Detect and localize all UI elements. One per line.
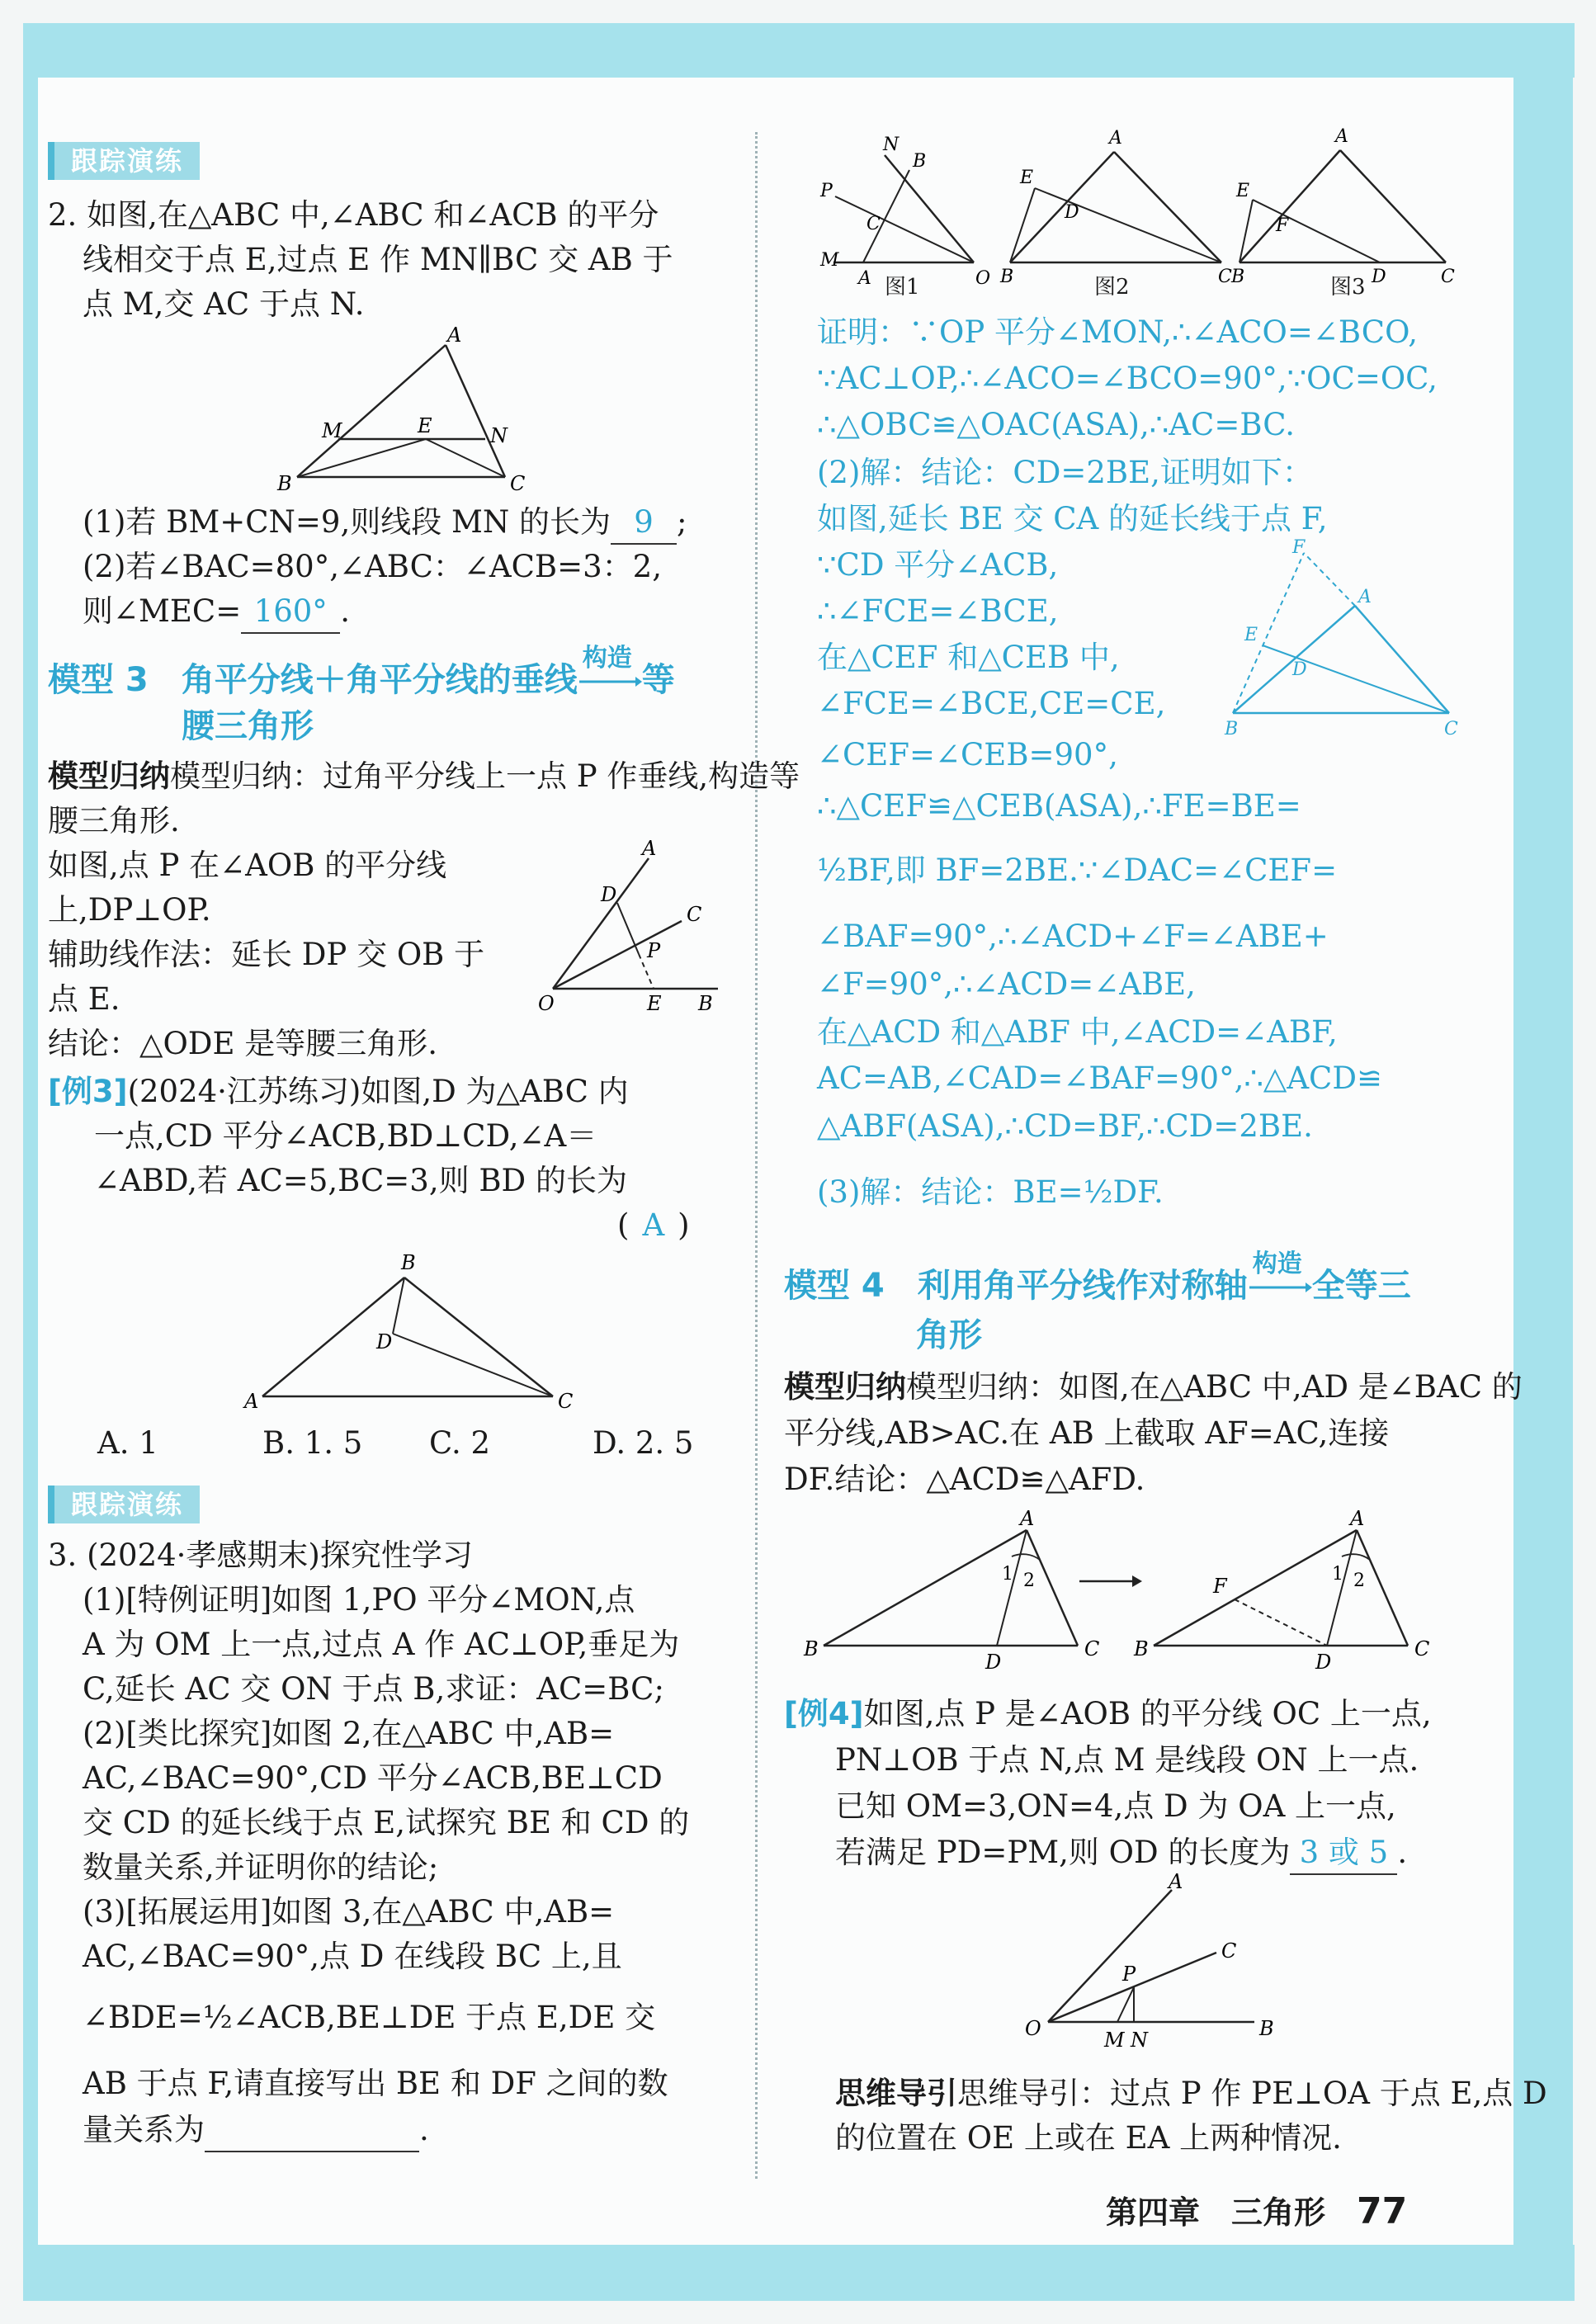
svg-text:A: A [642,837,657,860]
svg-text:N: N [490,424,508,447]
svg-text:C: C [1441,267,1455,287]
q3-figure-3 [1230,124,1461,286]
footer-chapter: 第四章 三角形 [1106,2194,1326,2231]
svg-text:1: 1 [1002,1564,1013,1585]
proof-line-4: (2)解：结论：CD=2BE,证明如下： [817,455,1313,490]
example4-line-2: PN⊥OB 于点 N,点 M 是线段 ON 上一点. [835,1742,1419,1778]
model3-summary-label: 模型归纳 [48,758,170,794]
svg-text:E: E [1236,181,1250,201]
example4-text-4: 若满足 PD=PM,则 OD 的长度为 [835,1835,1291,1870]
svg-text:A: A [447,324,462,347]
proof-line-14: ∠F=90°,∴∠ACD=∠ABE, [817,966,1196,1002]
svg-text:E: E [418,414,432,437]
svg-text:D: D [601,883,617,906]
proof-line-10: ∠CEF=∠CEB=90°, [817,737,1118,772]
svg-text:D: D [1372,267,1386,287]
svg-text:C: C [1444,719,1458,739]
svg-text:D: D [1292,659,1307,680]
svg-text:A: A [1358,587,1372,607]
fig1-caption: 图1 [885,275,920,300]
svg-text:F: F [1276,215,1289,236]
q2-part2b: 则∠MEC= 160° . [83,591,350,634]
model3-heading-line1 [48,644,675,705]
hint-text-1: 思维导引：过点 P 作 PE⊥OA 于点 E,点 D [957,2076,1547,2111]
proof-line-3: ∴△OBC≌△OAC(ASA),∴AC=BC. [817,407,1295,442]
svg-text:C: C [1414,1637,1430,1660]
model4-summary-3: DF.结论：△ACD≌△AFD. [784,1462,1145,1497]
q2-answer-1: 9 [611,502,677,545]
svg-text:B: B [1225,719,1239,739]
q3-line-3: A 为 OM 上一点,过点 A 作 AC⊥OP,垂足为 [83,1627,680,1662]
column-divider [755,132,758,2179]
q2-part2b-text: 则∠MEC= [83,593,242,629]
proof-line-17: △ABF(ASA),∴CD=BF,∴CD=2BE. [817,1108,1313,1144]
q3-line-13-text: 量关系为 [83,2112,205,2147]
model4-heading-line1 [784,1249,1411,1311]
q2-part1-text: (1)若 BM+CN=9,则线段 MN 的长为 [83,504,611,540]
q3-line-7: 交 CD 的延长线于点 E,试探究 BE 和 CD 的 [83,1805,690,1840]
model3-summary-text: 模型归纳：过角平分线上一点 P 作垂线,构造等 [170,758,800,794]
svg-text:2: 2 [1353,1571,1365,1591]
svg-text:D: D [1315,1651,1332,1674]
model3-desc-2: 上,DP⊥OP. [48,892,211,928]
q3-line-1: 3. (2024·孝感期末)探究性学习 [48,1538,473,1573]
proof-line-12: ½BF,即 BF=2BE.∵∠DAC=∠CEF= [817,853,1338,888]
practice-tag-2: 跟踪演练 [48,1486,200,1523]
svg-text:B: B [401,1251,416,1274]
svg-text:N: N [883,135,900,155]
svg-text:A: A [1109,128,1122,149]
example4-line-3: 已知 OM=3,ON=4,点 D 为 OA 上一点, [835,1788,1396,1824]
model4-heading-tail: 全等三 [1311,1267,1411,1305]
model3-desc-4: 点 E. [48,981,120,1017]
svg-text:B: B [1259,2017,1274,2040]
example4-figure [1015,1870,1279,2055]
svg-text:B: B [913,151,927,172]
q3-line-10: AC,∠BAC=90°,点 D 在线段 BC 上,且 [83,1939,622,1974]
svg-text:P: P [820,181,833,201]
example4-text-1: 如图,点 P 是∠AOB 的平分线 OC 上一点, [863,1696,1432,1731]
svg-text:A: A [244,1390,259,1413]
example4-line-4: 若满足 PD=PM,则 OD 的长度为 3 或 5 . [835,1832,1407,1875]
svg-text:O: O [538,992,555,1015]
svg-text:D: D [376,1330,393,1353]
page-frame-bottom [23,2245,1575,2301]
svg-text:D: D [985,1651,1002,1674]
example3-option-d: D. 2. 5 [593,1425,694,1461]
q3-line-6: AC,∠BAC=90°,CD 平分∠ACB,BE⊥CD [83,1760,663,1796]
svg-text:E: E [647,992,662,1015]
page-footer [1106,2187,1407,2232]
example3-line-2: 一点,CD 平分∠ACB,BD⊥CD,∠A＝ [94,1118,597,1154]
model4-figure-left [800,1507,1114,1675]
hint-label: 思维导引 [835,2076,957,2111]
svg-text:C: C [558,1390,574,1413]
q2-line-1: 2. 如图,在△ABC 中,∠ABC 和∠ACB 的平分 [48,197,659,233]
q3-line-5: (2)[类比探究]如图 2,在△ABC 中,AB= [83,1716,615,1751]
svg-text:C: C [687,903,702,926]
proof-line-1: 证明：∵OP 平分∠MON,∴∠ACO=∠BCO, [817,314,1419,350]
model3-heading-tail: 等 [641,661,675,699]
svg-text:C: C [1218,267,1232,287]
example3-answer-paren: ( A ) [617,1207,690,1243]
fig3-caption: 图3 [1330,275,1366,300]
q3-figure-2 [999,125,1238,286]
page-frame-top [23,23,1575,78]
svg-text:C: C [510,472,526,495]
example3-line-1 [48,1071,629,1112]
proof-line-16: AC=AB,∠CAD=∠BAF=90°,∴△ACD≌ [817,1060,1383,1096]
model4-summary-label: 模型归纳 [784,1369,906,1405]
model3-arrow-word: 构造 [582,644,632,673]
example3-answer: A [642,1207,665,1243]
q3-line-9: (3)[拓展运用]如图 3,在△ABC 中,AB= [83,1894,615,1930]
svg-text:A: A [1350,1507,1365,1530]
model4-heading-text: 模型 4 利用角平分线作对称轴 [784,1267,1248,1305]
page-number: 77 [1357,2190,1408,2232]
q3-answer-blank [205,2109,419,2152]
proof-figure [1221,537,1461,741]
svg-text:P: P [647,939,661,962]
example4-line-1 [784,1693,1432,1735]
q2-part1: (1)若 BM+CN=9,则线段 MN 的长为 9 ; [83,502,687,545]
model3-angle-figure [536,837,726,1015]
example3-line-3: ∠ABD,若 AC=5,BC=3,则 BD 的长为 [94,1163,627,1198]
example3-option-a: A. 1 [97,1425,158,1461]
example3-label: [例3] [48,1074,128,1109]
model4-heading-line2: 角形 [916,1316,982,1354]
svg-text:M: M [820,250,839,271]
model3-heading-line2: 腰三角形 [182,707,314,745]
proof-line-8: 在△CEF 和△CEB 中, [817,640,1120,675]
svg-text:N: N [1131,2029,1148,2052]
model4-summary-2: 平分线,AB>AC.在 AB 上截取 AF=AC,连接 [784,1415,1390,1451]
svg-text:E: E [1020,168,1034,188]
example3-figure [239,1251,586,1416]
svg-text:C: C [1084,1637,1100,1660]
proof-line-13: ∠BAF=90°,∴∠ACD+∠F=∠ABE+ [817,919,1329,954]
svg-text:A: A [1169,1870,1183,1893]
svg-text:O: O [975,268,991,289]
example3-text-1: (2024·江苏练习)如图,D 为△ABC 内 [127,1074,629,1109]
model4-figure-right [1131,1507,1444,1675]
proof-line-15: 在△ACD 和△ABF 中,∠ACD=∠ABF, [817,1014,1338,1050]
svg-text:B: B [698,992,713,1015]
example4-label: [例4] [784,1696,864,1731]
svg-text:O: O [1025,2017,1041,2040]
q3-line-13: 量关系为 . [83,2109,429,2152]
svg-text:A: A [1335,126,1348,147]
page-frame-right [1513,23,1573,2301]
svg-text:1: 1 [1332,1564,1343,1585]
proof-line-6: ∵CD 平分∠ACB, [817,547,1059,583]
svg-text:E: E [1244,625,1258,645]
model3-desc-5: 结论：△ODE 是等腰三角形. [48,1026,437,1061]
model4-summary-1 [784,1367,1523,1408]
q2-triangle-figure [264,324,536,495]
proof-line-9: ∠FCE=∠BCE,CE=CE, [817,686,1166,721]
model4-arrow [1248,1249,1312,1311]
q2-line-2: 线相交于点 E,过点 E 作 MN∥BC 交 AB 于 [83,242,673,277]
q3-line-12: AB 于点 F,请直接写出 BE 和 DF 之间的数 [83,2066,668,2101]
svg-text:B: B [804,1637,819,1660]
proof-line-2: ∵AC⊥OP,∴∠ACO=∠BCO=90°,∵OC=OC, [817,361,1438,396]
practice-tag-1: 跟踪演练 [48,142,200,180]
hint-line-1 [835,2073,1547,2114]
proof-line-5: 如图,延长 BE 交 CA 的延长线于点 F, [817,501,1328,536]
svg-text:F: F [1292,537,1306,558]
proof-line-18: (3)解：结论：BE=½DF. [817,1174,1164,1210]
svg-text:B: B [277,472,292,495]
svg-text:D: D [1065,202,1079,223]
model3-arrow [578,644,642,705]
model3-heading-text: 模型 3 角平分线＋角平分线的垂线 [48,661,578,699]
svg-text:B: B [1134,1637,1149,1660]
model3-desc-1: 如图,点 P 在∠AOB 的平分线 [48,848,447,883]
svg-text:C: C [1221,1939,1237,1963]
svg-text:M: M [1104,2029,1125,2052]
proof-line-7: ∴∠FCE=∠BCE, [817,593,1059,629]
svg-text:A: A [858,268,871,289]
q3-line-2: (1)[特例证明]如图 1,PO 平分∠MON,点 [83,1582,635,1618]
q3-line-8: 数量关系,并证明你的结论; [83,1849,439,1885]
example3-option-b: B. 1. 5 [262,1425,363,1461]
svg-text:A: A [1020,1507,1035,1530]
q2-line-3: 点 M,交 AC 于点 N. [83,286,365,322]
model4-summary-text: 模型归纳：如图,在△ABC 中,AD 是∠BAC 的 [906,1369,1523,1405]
svg-text:2: 2 [1023,1571,1035,1591]
page-frame-left [23,23,38,2301]
svg-text:C: C [866,214,881,234]
svg-text:M: M [322,419,342,442]
fig2-caption: 图2 [1094,275,1130,300]
model3-desc-3: 辅助线作法：延长 DP 交 OB 于 [48,937,485,972]
model3-summary-1 [48,756,800,797]
q2-part2: (2)若∠BAC=80°,∠ABC：∠ACB=3：2, [83,549,662,584]
proof-line-11: ∴△CEF≌△CEB(ASA),∴FE=BE= [817,788,1301,824]
q3-line-11: ∠BDE=½∠ACB,BE⊥DE 于点 E,DE 交 [83,2000,656,2035]
svg-text:B: B [1000,267,1014,287]
q3-line-4: C,延长 AC 交 ON 于点 B,求证：AC=BC; [83,1671,664,1707]
example3-option-c: C. 2 [429,1425,491,1461]
svg-text:P: P [1122,1963,1136,1986]
hint-line-2: 的位置在 OE 上或在 EA 上两种情况. [835,2120,1342,2156]
example4-answer: 3 或 5 [1290,1832,1397,1875]
model3-summary-2: 腰三角形. [48,803,180,838]
svg-text:B: B [1231,267,1245,287]
svg-text:F: F [1213,1575,1227,1598]
model4-arrow-word: 构造 [1252,1249,1302,1278]
q2-answer-2: 160° [241,591,340,634]
